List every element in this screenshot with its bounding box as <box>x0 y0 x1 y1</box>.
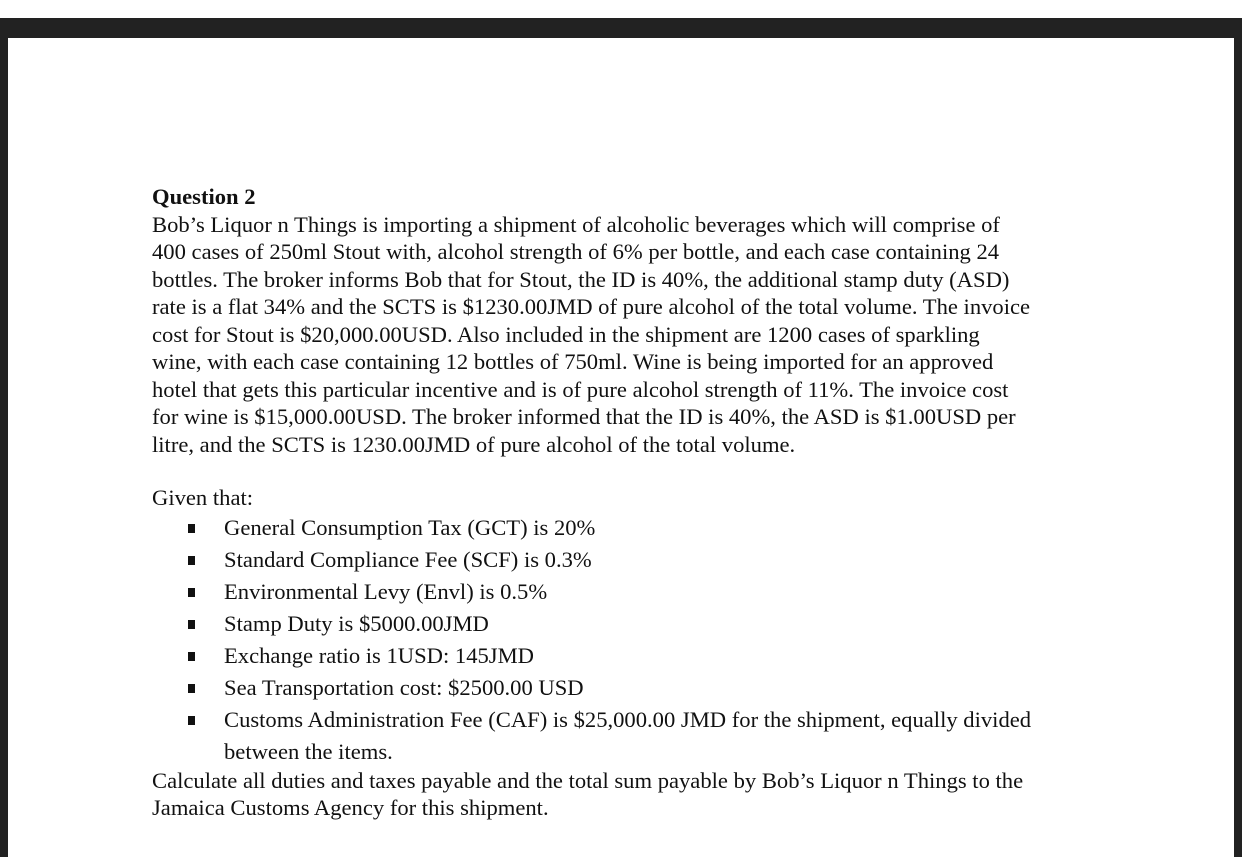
list-item-text: Environmental Levy (Envl) is 0.5% <box>224 578 548 604</box>
square-bullet-icon <box>188 716 195 725</box>
list-item <box>152 576 1092 608</box>
paragraph-line: rate is a flat 34% and the SCTS is $1230.00JMD of pure alcohol of the total volume. The invoice <box>152 294 1031 319</box>
list-item-text: Stamp Duty is $5000.00JMD <box>224 610 489 636</box>
question-block <box>152 183 1092 822</box>
paragraph-line: cost for Stout is $20,000.00USD. Also included in the shipment are 1200 cases of sparkling <box>152 321 980 347</box>
list-item <box>152 544 1092 576</box>
list-item-text: Customs Administration Fee (CAF) is $25,000.00 JMD for the shipment, equally divided <box>224 706 1032 732</box>
list-item-text: Standard Compliance Fee (SCF) is 0.3% <box>224 546 592 572</box>
list-item-text: between the items. <box>224 738 393 764</box>
paragraph-line: wine, with each case containing 12 bottles of 750ml. Wine is being imported for an approved <box>152 349 994 374</box>
paragraph-line: hotel that gets this particular incentive and is of pure alcohol strength of 11%. The invoice cost <box>152 376 1009 402</box>
square-bullet-icon <box>188 652 195 661</box>
paragraph-line: Calculate all duties and taxes payable and the total sum payable by Bob’s Liquor n Things to the <box>152 767 1024 793</box>
list-item <box>152 512 1092 544</box>
given-label: Given that: <box>152 485 254 510</box>
square-bullet-icon <box>188 620 195 629</box>
paragraph-line: Jamaica Customs Agency for this shipment. <box>152 795 549 820</box>
list-item <box>152 640 1092 672</box>
square-bullet-icon <box>188 556 195 565</box>
question-title: Question 2 <box>152 184 256 209</box>
paragraph-line: bottles. The broker informs Bob that for Stout, the ID is 40%, the additional stamp duty (ASD) <box>152 266 1010 292</box>
square-bullet-icon <box>188 684 195 693</box>
closing-paragraph <box>152 767 1092 822</box>
paragraph-line: Bob’s Liquor n Things is importing a shipment of alcoholic beverages which will comprise of <box>152 211 1000 237</box>
list-item <box>152 704 1092 768</box>
window-frame-top <box>0 18 1242 38</box>
window-frame-left <box>0 18 8 857</box>
paragraph-line: for wine is $15,000.00USD. The broker informed that the ID is 40%, the ASD is $1.00USD per <box>152 404 1016 429</box>
question-paragraph <box>152 211 1092 459</box>
paragraph-line: litre, and the SCTS is 1230.00JMD of pure alcohol of the total volume. <box>152 431 796 457</box>
list-item <box>152 672 1092 704</box>
list-item-text: General Consumption Tax (GCT) is 20% <box>224 514 596 540</box>
given-list <box>152 512 1092 768</box>
list-item-text: Exchange ratio is 1USD: 145JMD <box>224 642 535 668</box>
square-bullet-icon <box>188 588 195 597</box>
square-bullet-icon <box>188 524 195 533</box>
paragraph-line: 400 cases of 250ml Stout with, alcohol strength of 6% per bottle, and each case containing 24 <box>152 239 1000 264</box>
list-item-text: Sea Transportation cost: $2500.00 USD <box>224 674 584 700</box>
list-item <box>152 608 1092 640</box>
window-frame-right <box>1234 18 1242 857</box>
